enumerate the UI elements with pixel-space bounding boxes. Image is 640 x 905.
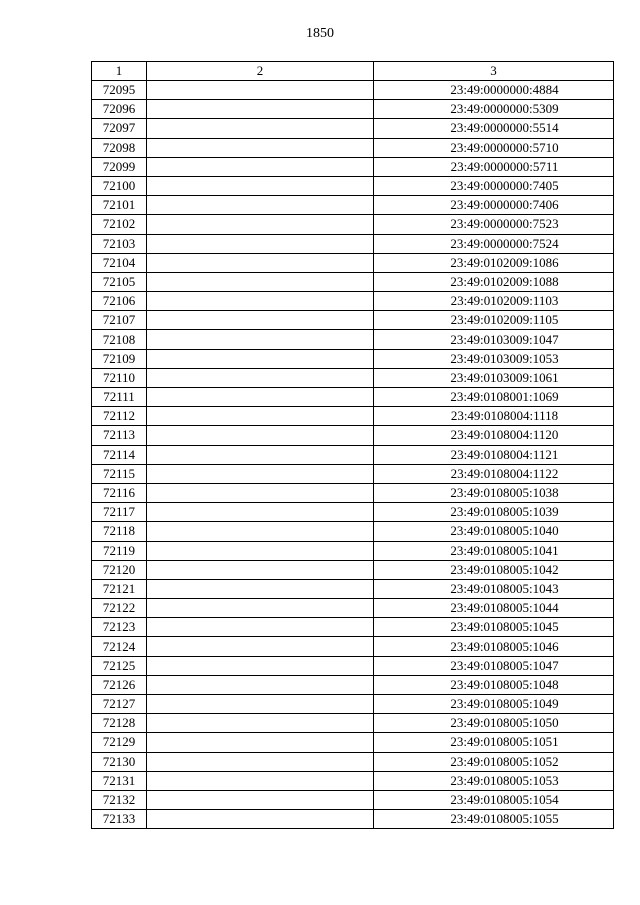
row-number-cell: 72098 bbox=[92, 138, 147, 157]
table-row bbox=[92, 790, 614, 809]
table-row bbox=[92, 541, 614, 560]
page-number: 1850 bbox=[306, 26, 334, 41]
cadastral-number-cell: 23:49:0000000:7524 bbox=[374, 234, 614, 253]
cadastral-number-cell: 23:49:0103009:1047 bbox=[374, 330, 614, 349]
row-empty-cell bbox=[147, 771, 374, 790]
row-empty-cell bbox=[147, 695, 374, 714]
table-row bbox=[92, 522, 614, 541]
table-row bbox=[92, 253, 614, 272]
row-number-cell: 72104 bbox=[92, 253, 147, 272]
row-number-cell: 72117 bbox=[92, 503, 147, 522]
cadastral-number-cell: 23:49:0108005:1055 bbox=[374, 810, 614, 829]
table-row bbox=[92, 157, 614, 176]
row-number-cell: 72126 bbox=[92, 675, 147, 694]
row-empty-cell bbox=[147, 714, 374, 733]
table-row bbox=[92, 579, 614, 598]
cadastral-number-cell: 23:49:0102009:1105 bbox=[374, 311, 614, 330]
table-row bbox=[92, 119, 614, 138]
row-empty-cell bbox=[147, 810, 374, 829]
row-empty-cell bbox=[147, 311, 374, 330]
table-row bbox=[92, 464, 614, 483]
row-empty-cell bbox=[147, 215, 374, 234]
column-header-1: 1 bbox=[92, 62, 147, 81]
row-empty-cell bbox=[147, 368, 374, 387]
cadastral-number-cell: 23:49:0108005:1045 bbox=[374, 618, 614, 637]
row-number-cell: 72130 bbox=[92, 752, 147, 771]
row-number-cell: 72115 bbox=[92, 464, 147, 483]
row-number-cell: 72129 bbox=[92, 733, 147, 752]
cadastral-number-cell: 23:49:0000000:7523 bbox=[374, 215, 614, 234]
table-row bbox=[92, 675, 614, 694]
cadastral-number-cell: 23:49:0000000:7405 bbox=[374, 176, 614, 195]
row-empty-cell bbox=[147, 138, 374, 157]
cadastral-number-cell: 23:49:0103009:1061 bbox=[374, 368, 614, 387]
row-empty-cell bbox=[147, 407, 374, 426]
row-empty-cell bbox=[147, 733, 374, 752]
row-empty-cell bbox=[147, 253, 374, 272]
row-number-cell: 72123 bbox=[92, 618, 147, 637]
row-empty-cell bbox=[147, 330, 374, 349]
row-number-cell: 72102 bbox=[92, 215, 147, 234]
cadastral-number-cell: 23:49:0108005:1053 bbox=[374, 771, 614, 790]
cadastral-number-cell: 23:49:0103009:1053 bbox=[374, 349, 614, 368]
cadastral-number-cell: 23:49:0108005:1040 bbox=[374, 522, 614, 541]
row-number-cell: 72128 bbox=[92, 714, 147, 733]
table-row bbox=[92, 368, 614, 387]
row-empty-cell bbox=[147, 196, 374, 215]
row-empty-cell bbox=[147, 637, 374, 656]
row-empty-cell bbox=[147, 464, 374, 483]
row-number-cell: 72120 bbox=[92, 560, 147, 579]
row-number-cell: 72125 bbox=[92, 656, 147, 675]
table-row bbox=[92, 138, 614, 157]
row-empty-cell bbox=[147, 599, 374, 618]
table-row bbox=[92, 215, 614, 234]
cadastral-number-cell: 23:49:0102009:1088 bbox=[374, 272, 614, 291]
row-number-cell: 72121 bbox=[92, 579, 147, 598]
cadastral-number-cell: 23:49:0108005:1054 bbox=[374, 790, 614, 809]
column-header-3: 3 bbox=[374, 62, 614, 81]
table-row bbox=[92, 560, 614, 579]
cadastral-number-cell: 23:49:0000000:5514 bbox=[374, 119, 614, 138]
header-row bbox=[92, 62, 614, 81]
cadastral-number-cell: 23:49:0108005:1039 bbox=[374, 503, 614, 522]
row-empty-cell bbox=[147, 541, 374, 560]
table-row bbox=[92, 176, 614, 195]
cadastral-number-cell: 23:49:0108005:1046 bbox=[374, 637, 614, 656]
row-number-cell: 72101 bbox=[92, 196, 147, 215]
cadastral-number-cell: 23:49:0108004:1122 bbox=[374, 464, 614, 483]
table-row bbox=[92, 311, 614, 330]
row-number-cell: 72119 bbox=[92, 541, 147, 560]
registry-table bbox=[91, 61, 614, 829]
cadastral-number-cell: 23:49:0108005:1050 bbox=[374, 714, 614, 733]
cadastral-number-cell: 23:49:0108005:1051 bbox=[374, 733, 614, 752]
row-number-cell: 72107 bbox=[92, 311, 147, 330]
table-row bbox=[92, 426, 614, 445]
table-row bbox=[92, 810, 614, 829]
table-row bbox=[92, 656, 614, 675]
row-number-cell: 72100 bbox=[92, 176, 147, 195]
row-empty-cell bbox=[147, 426, 374, 445]
row-empty-cell bbox=[147, 81, 374, 100]
row-number-cell: 72116 bbox=[92, 483, 147, 502]
row-empty-cell bbox=[147, 388, 374, 407]
table-row bbox=[92, 388, 614, 407]
table-row bbox=[92, 752, 614, 771]
table-row bbox=[92, 733, 614, 752]
row-empty-cell bbox=[147, 560, 374, 579]
row-number-cell: 72099 bbox=[92, 157, 147, 176]
cadastral-number-cell: 23:49:0108005:1044 bbox=[374, 599, 614, 618]
row-number-cell: 72109 bbox=[92, 349, 147, 368]
row-number-cell: 72105 bbox=[92, 272, 147, 291]
table-row bbox=[92, 445, 614, 464]
cadastral-number-cell: 23:49:0108005:1042 bbox=[374, 560, 614, 579]
row-number-cell: 72122 bbox=[92, 599, 147, 618]
row-number-cell: 72112 bbox=[92, 407, 147, 426]
cadastral-number-cell: 23:49:0108001:1069 bbox=[374, 388, 614, 407]
table-row bbox=[92, 234, 614, 253]
cadastral-number-cell: 23:49:0108005:1048 bbox=[374, 675, 614, 694]
row-empty-cell bbox=[147, 503, 374, 522]
row-number-cell: 72097 bbox=[92, 119, 147, 138]
table-row bbox=[92, 771, 614, 790]
cadastral-number-cell: 23:49:0108005:1052 bbox=[374, 752, 614, 771]
table-row bbox=[92, 349, 614, 368]
row-number-cell: 72113 bbox=[92, 426, 147, 445]
row-number-cell: 72124 bbox=[92, 637, 147, 656]
table-row bbox=[92, 196, 614, 215]
row-number-cell: 72108 bbox=[92, 330, 147, 349]
row-number-cell: 72114 bbox=[92, 445, 147, 464]
column-header-2: 2 bbox=[147, 62, 374, 81]
table-row bbox=[92, 81, 614, 100]
cadastral-number-cell: 23:49:0000000:5711 bbox=[374, 157, 614, 176]
row-empty-cell bbox=[147, 579, 374, 598]
row-number-cell: 72106 bbox=[92, 292, 147, 311]
table-row bbox=[92, 599, 614, 618]
row-number-cell: 72131 bbox=[92, 771, 147, 790]
table-row bbox=[92, 714, 614, 733]
cadastral-number-cell: 23:49:0102009:1103 bbox=[374, 292, 614, 311]
table-body bbox=[92, 81, 614, 829]
cadastral-number-cell: 23:49:0108005:1038 bbox=[374, 483, 614, 502]
row-number-cell: 72095 bbox=[92, 81, 147, 100]
row-empty-cell bbox=[147, 618, 374, 637]
table-row bbox=[92, 695, 614, 714]
row-empty-cell bbox=[147, 349, 374, 368]
cadastral-number-cell: 23:49:0000000:4884 bbox=[374, 81, 614, 100]
cadastral-number-cell: 23:49:0108005:1041 bbox=[374, 541, 614, 560]
table-row bbox=[92, 330, 614, 349]
row-empty-cell bbox=[147, 100, 374, 119]
row-number-cell: 72127 bbox=[92, 695, 147, 714]
table-row bbox=[92, 637, 614, 656]
row-empty-cell bbox=[147, 272, 374, 291]
row-number-cell: 72111 bbox=[92, 388, 147, 407]
row-number-cell: 72110 bbox=[92, 368, 147, 387]
row-empty-cell bbox=[147, 234, 374, 253]
row-number-cell: 72118 bbox=[92, 522, 147, 541]
cadastral-number-cell: 23:49:0108005:1049 bbox=[374, 695, 614, 714]
cadastral-number-cell: 23:49:0108004:1118 bbox=[374, 407, 614, 426]
table-row bbox=[92, 503, 614, 522]
cadastral-number-cell: 23:49:0108004:1120 bbox=[374, 426, 614, 445]
cadastral-number-cell: 23:49:0000000:7406 bbox=[374, 196, 614, 215]
row-number-cell: 72133 bbox=[92, 810, 147, 829]
row-empty-cell bbox=[147, 157, 374, 176]
row-empty-cell bbox=[147, 292, 374, 311]
row-empty-cell bbox=[147, 656, 374, 675]
row-empty-cell bbox=[147, 176, 374, 195]
row-empty-cell bbox=[147, 445, 374, 464]
table-row bbox=[92, 483, 614, 502]
row-empty-cell bbox=[147, 752, 374, 771]
cadastral-number-cell: 23:49:0000000:5710 bbox=[374, 138, 614, 157]
table-row bbox=[92, 618, 614, 637]
table-header bbox=[92, 62, 614, 81]
cadastral-number-cell: 23:49:0108005:1043 bbox=[374, 579, 614, 598]
row-empty-cell bbox=[147, 483, 374, 502]
cadastral-number-cell: 23:49:0108005:1047 bbox=[374, 656, 614, 675]
table-row bbox=[92, 292, 614, 311]
row-number-cell: 72103 bbox=[92, 234, 147, 253]
row-number-cell: 72096 bbox=[92, 100, 147, 119]
row-empty-cell bbox=[147, 119, 374, 138]
table-row bbox=[92, 100, 614, 119]
row-number-cell: 72132 bbox=[92, 790, 147, 809]
row-empty-cell bbox=[147, 675, 374, 694]
cadastral-number-cell: 23:49:0000000:5309 bbox=[374, 100, 614, 119]
cadastral-number-cell: 23:49:0108004:1121 bbox=[374, 445, 614, 464]
table-row bbox=[92, 272, 614, 291]
row-empty-cell bbox=[147, 522, 374, 541]
cadastral-number-cell: 23:49:0102009:1086 bbox=[374, 253, 614, 272]
table-row bbox=[92, 407, 614, 426]
row-empty-cell bbox=[147, 790, 374, 809]
